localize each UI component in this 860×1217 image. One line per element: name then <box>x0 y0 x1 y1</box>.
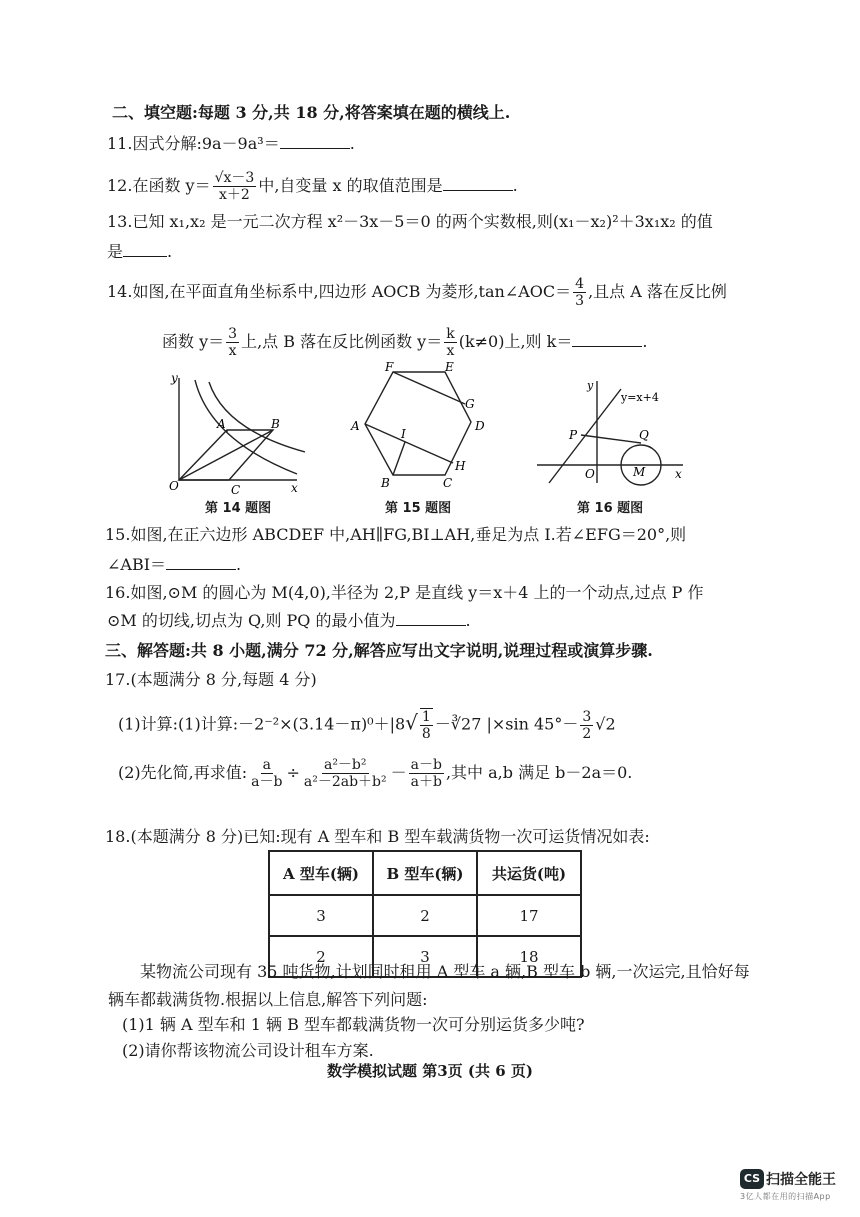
q14-f2-den: x <box>446 343 455 359</box>
scanner-watermark <box>740 1168 836 1202</box>
q17-p2-f3-den: a＋b <box>410 774 442 790</box>
q14-line2-mid: 上,点 B 落在反比例函数 y＝ <box>241 332 443 351</box>
q17-part1 <box>118 708 616 742</box>
fig16-label-p: P <box>569 428 578 442</box>
q17-p2-div: ÷ <box>286 763 300 782</box>
q12-post: 中,自变量 x 的取值范围是 <box>258 176 443 195</box>
q17-p2-f1-den: a－b <box>251 774 283 790</box>
figure-14 <box>165 370 305 495</box>
q17-sqrt-fraction <box>420 708 433 742</box>
q14-answer-blank[interactable] <box>572 332 642 347</box>
fig14-label-x: x <box>291 481 298 495</box>
fig16-label-m: M <box>633 465 646 479</box>
scanner-logo-icon: CS <box>740 1169 764 1189</box>
question-14-line1 <box>107 276 727 309</box>
q14-tan-den: 3 <box>575 293 585 309</box>
q17-p2-f2-num: a²－b² <box>323 757 367 773</box>
q14-f2-num: k <box>446 326 455 342</box>
fig14-diagonal <box>179 430 273 480</box>
q14-func1-fraction <box>226 326 239 359</box>
q17-p1-fraction <box>580 709 593 742</box>
fig14-label-c: C <box>231 483 241 495</box>
q17-p2-frac1 <box>249 757 284 790</box>
q17-p2-f2-den: a²－2ab＋b² <box>303 774 387 790</box>
q17-p2-f3-num: a－b <box>410 757 442 773</box>
page-footer: 数学模拟试题 第3页 (共 6 页) <box>327 1062 533 1080</box>
q18-table <box>268 850 582 978</box>
fig16-label-y: y <box>587 379 594 392</box>
fig14-caption: 第 14 题图 <box>205 501 272 516</box>
fig15-label-i: I <box>401 427 406 441</box>
section3-heading: 三、解答题:共 8 小题,满分 72 分,解答应写出文字说明,说理过程或演算步骤. <box>105 641 653 660</box>
fig14-label-o: O <box>169 479 179 493</box>
q11-text: 11.因式分解:9a－9a³＝ <box>107 134 280 153</box>
q17-p2-pre: (2)先化简,再求值: <box>118 763 248 782</box>
q18-table-header: A 型车(辆) <box>269 851 373 895</box>
fig16-tangent-pq <box>581 435 641 443</box>
q14-line1-pre: 14.如图,在平面直角坐标系中,四边形 AOCB 为菱形,tan∠AOC＝ <box>107 282 572 301</box>
fig14-label-b: B <box>271 417 280 431</box>
question-14-line2 <box>162 326 647 359</box>
fig15-ah-line <box>365 424 453 463</box>
table-cell: 3 <box>269 895 373 936</box>
q14-end: . <box>642 332 648 351</box>
fig15-label-e: E <box>445 360 454 374</box>
question-13-line2 <box>107 241 172 263</box>
table-cell: 18 <box>477 936 581 977</box>
figure-15 <box>345 360 495 495</box>
q17-p1-end: √2 <box>595 714 616 734</box>
scanner-app-name: 扫描全能王 <box>766 1171 836 1188</box>
q12-numerator: √x－3 <box>214 170 255 186</box>
q12-answer-blank[interactable] <box>443 176 513 191</box>
q17-sqrt-den: 8 <box>421 726 431 742</box>
q17-p1-frac-den: 2 <box>582 725 592 742</box>
question-15-line2 <box>107 554 241 576</box>
q17-part2 <box>118 757 632 790</box>
q17-sqrt-num: 1 <box>421 709 431 725</box>
fig16-label-o: O <box>585 467 595 481</box>
q17-sqrt-sign: √ <box>405 710 418 735</box>
fig16-label-line-eq: y=x+4 <box>621 391 659 404</box>
question-12 <box>107 170 518 203</box>
q18-para1: 某物流公司现有 35 吨货物,计划同时租用 A 型车 a 辆,B 型车 b 辆,一次运完,且恰好每 <box>140 962 750 981</box>
q18-table-header: B 型车(辆) <box>373 851 477 895</box>
q14-tan-fraction <box>573 276 586 309</box>
q18-para2: 辆车都载满货物.根据以上信息,解答下列问题: <box>108 990 428 1009</box>
table-cell: 3 <box>373 936 477 977</box>
fig15-fg-line <box>393 372 465 404</box>
q17-p2-minus: － <box>390 763 407 782</box>
q14-f1-den: x <box>228 343 237 359</box>
q12-end: . <box>512 176 518 195</box>
fig14-label-y: y <box>171 371 178 385</box>
q16-answer-blank[interactable] <box>396 611 466 626</box>
fig16-caption: 第 16 题图 <box>577 501 644 516</box>
q14-tan-num: 4 <box>575 276 585 292</box>
q12-denominator: x＋2 <box>219 187 250 203</box>
q13-line2-text: 是 <box>107 242 124 261</box>
q18-sub1: (1)1 辆 A 型车和 1 辆 B 型车都载满货物一次可分别运货多少吨? <box>122 1015 585 1034</box>
table-cell: 2 <box>269 936 373 977</box>
fig16-label-q: Q <box>639 428 649 442</box>
q18-sub2: (2)请你帮该物流公司设计租车方案. <box>122 1041 374 1060</box>
q15-answer-blank[interactable] <box>166 555 236 570</box>
figure-16 <box>535 375 690 490</box>
fig15-label-a: A <box>351 419 360 433</box>
q17-p1-pre: (1)计算:(1)计算:－2⁻²×(3.14－π)⁰＋|8 <box>118 714 406 734</box>
q17-p2-post: ,其中 a,b 满足 b－2a＝0. <box>445 763 633 782</box>
q17-p1-post: －∛27 |×sin 45°－ <box>434 714 579 734</box>
table-row <box>269 895 581 936</box>
fig15-label-f: F <box>385 360 394 374</box>
table-cell: 17 <box>477 895 581 936</box>
q14-line2-pre: 函数 y＝ <box>162 332 225 351</box>
q15-line2-text: ∠ABI＝ <box>107 555 167 574</box>
q16-end: . <box>465 611 471 630</box>
question-11 <box>107 133 355 155</box>
fig15-label-g: G <box>465 397 475 411</box>
question-13-line1: 13.已知 x₁,x₂ 是一元二次方程 x²－3x－5＝0 的两个实数根,则(x₁－x₂)²＋3x₁x₂ 的值 <box>107 212 713 231</box>
question-16-line2 <box>107 610 471 632</box>
q12-pre: 12.在函数 y＝ <box>107 176 211 195</box>
q12-fraction <box>213 170 257 203</box>
q14-func2-fraction <box>444 326 456 359</box>
fig15-bi-line <box>393 442 405 475</box>
q14-f1-num: 3 <box>228 326 238 342</box>
q14-line2-post: (k≠0)上,则 k＝ <box>458 332 573 351</box>
q18-intro: 18.(本题满分 8 分)已知:现有 A 型车和 B 型车载满货物一次可运货情况如表: <box>105 827 650 846</box>
q11-answer-blank[interactable] <box>280 134 350 149</box>
section2-heading: 二、填空题:每题 3 分,共 18 分,将答案填在题的横线上. <box>112 103 511 122</box>
fig16-label-x: x <box>675 467 682 481</box>
q14-line1-post: ,且点 A 落在反比例 <box>588 282 727 301</box>
q11-end: . <box>349 134 355 153</box>
q17-p1-frac-num: 3 <box>582 708 592 725</box>
q18-table-header-row <box>269 851 581 895</box>
q17-title: 17.(本题满分 8 分,每题 4 分) <box>105 670 317 689</box>
fig15-label-c: C <box>443 476 453 490</box>
fig15-label-b: B <box>381 476 390 490</box>
q13-end: . <box>167 242 173 261</box>
scanner-tagline: 3亿人都在用的扫描App <box>740 1191 831 1201</box>
fig15-label-h: H <box>455 459 466 473</box>
q17-p2-frac3 <box>409 757 444 790</box>
q13-answer-blank[interactable] <box>123 242 167 257</box>
q16-line2-text: ⊙M 的切线,切点为 Q,则 PQ 的最小值为 <box>107 611 396 630</box>
q17-p2-f1-num: a <box>262 757 271 773</box>
table-cell: 2 <box>373 895 477 936</box>
fig14-label-a: A <box>217 417 226 431</box>
fig15-label-d: D <box>475 419 485 433</box>
question-15-line1: 15.如图,在正六边形 ABCDEF 中,AH∥FG,BI⊥AH,垂足为点 I.若∠EFG＝20°,则 <box>105 525 687 544</box>
q18-table-header: 共运货(吨) <box>477 851 581 895</box>
q17-p2-frac2 <box>302 757 389 790</box>
fig15-caption: 第 15 题图 <box>385 501 452 516</box>
q15-end: . <box>236 555 242 574</box>
question-16-line1: 16.如图,⊙M 的圆心为 M(4,0),半径为 2,P 是直线 y＝x＋4 上的一个动点,过点 P 作 <box>105 583 704 602</box>
